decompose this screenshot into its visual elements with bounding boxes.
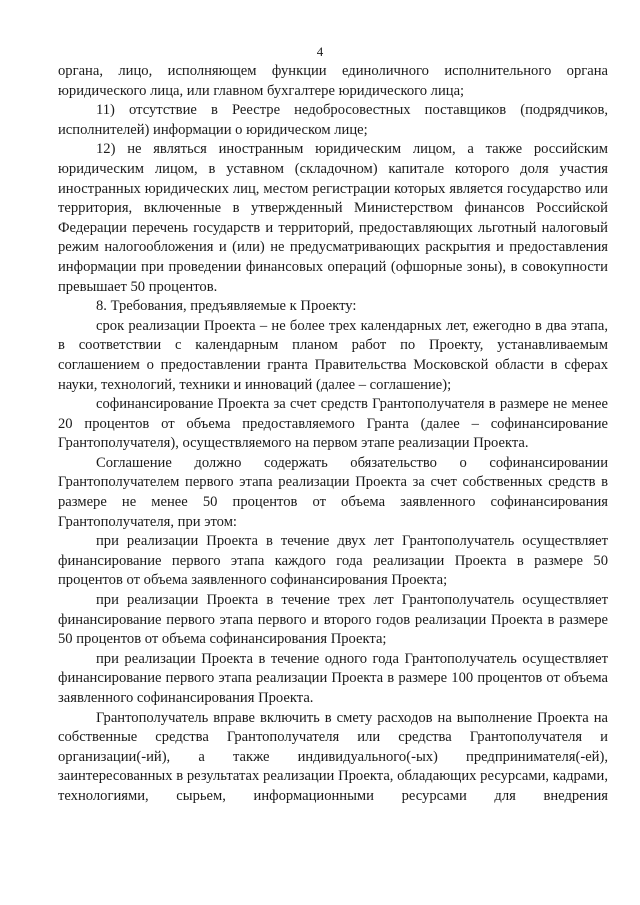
document-body <box>58 62 608 807</box>
paragraph-one-year: при реализации Проекта в течение одного года Грантополучатель осуществляет финансирование первого этапа реализации Проекта в размере 100 процентов от объема заявленного софинансирования Проекта. <box>58 650 608 706</box>
paragraph-section-8-heading: 8. Требования, предъявляемые к Проекту: <box>96 298 357 315</box>
paragraph-item-11: 11) отсутствие в Реестре недобросовестных поставщиков (подрядчиков, исполнителей) информации о юридическом лице; <box>58 102 608 138</box>
paragraph-agreement: Соглашение должно содержать обязательство о софинансировании Грантополучателем первого этапа реализации Проекта за счет собственных средств в размере не менее 50 процентов от объема заявленного софинансирования Грантополучателя, при этом: <box>58 454 608 530</box>
page-number: 4 <box>316 44 324 59</box>
paragraph-budget: Грантополучатель вправе включить в смету расходов на выполнение Проекта на собственные средства Грантополучателя или средства Грантополучателя и организации(-ий), а также индивидуального(-ых) предпринимателя(-ей), заинтересованных в результатах реализации Проекта, обладающих ресурсами, кадрами, технологиями, сырьем, информационными ресурсами для внедрения <box>58 709 608 804</box>
paragraph-two-years: при реализации Проекта в течение двух лет Грантополучатель осуществляет финансирование первого этапа каждого года реализации Проекта в размере 50 процентов от объема заявленного софинансирования Проекта; <box>58 533 608 589</box>
paragraph-cofinancing: софинансирование Проекта за счет средств Грантополучателя в размере не менее 20 процентов от объема предоставляемого Гранта (далее – софинансирование Грантополучателя), осуществляемого на первом этапе реализации Проекта. <box>58 396 608 452</box>
paragraph-continuation: органа, лицо, исполняющем функции единоличного исполнительного органа юридического лица, или главном бухгалтере юридического лица; <box>58 63 608 99</box>
paragraph-three-years: при реализации Проекта в течение трех лет Грантополучатель осуществляет финансирование первого этапа первого и второго годов реализации Проекта в размере 50 процентов от объема софинансирования Проекта; <box>58 592 608 648</box>
paragraph-item-12: 12) не являться иностранным юридическим лицом, а также российским юридическим лицом, в уставном (складочном) капитале которого доля участия иностранных юридических лиц, местом регистрации которых является государство или территория, включенные в утвержденный Министерством финансов Российской Федерации перечень государств и территорий, предоставляющих льготный налоговый режим налогообложения и (или) не предусматривающих раскрытия и предоставления информации при проведении финансовых операций (офшорные зоны), в совокупности превышает 50 процентов. <box>58 141 608 295</box>
paragraph-project-term: срок реализации Проекта – не более трех календарных лет, ежегодно в два этапа, в соответствии с календарным планом работ по Проекту, устанавливаемым соглашением о предоставлении гранта Правительства Московской области в сферах науки, технологий, техники и инноваций (далее – соглашение); <box>58 317 608 393</box>
